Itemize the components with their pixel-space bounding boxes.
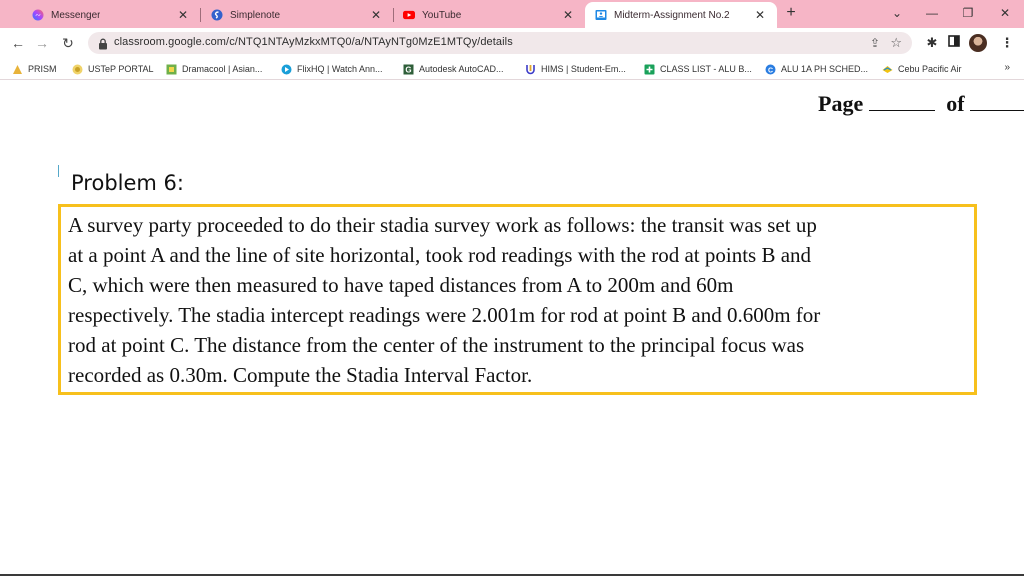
problem-line: rod at point C. The distance from the center of the instrument to the principal focus was bbox=[68, 333, 805, 357]
tab-simplenote[interactable] bbox=[201, 2, 393, 28]
reload-icon[interactable]: ↻ bbox=[62, 35, 74, 51]
ustep-icon bbox=[72, 64, 83, 75]
page-number-blank bbox=[869, 93, 935, 111]
back-arrow-icon[interactable]: ← bbox=[11, 35, 25, 51]
text-cursor bbox=[58, 165, 59, 177]
total-pages-blank bbox=[970, 93, 1024, 111]
new-tab-button[interactable]: + bbox=[786, 4, 796, 21]
bookmark-label: Autodesk AutoCAD... bbox=[419, 64, 504, 74]
page-number-line bbox=[818, 91, 1024, 117]
problem-line: at a point A and the line of site horizontal, took rod readings with the rod at points B and bbox=[68, 243, 812, 267]
close-window-icon[interactable]: ✕ bbox=[999, 6, 1011, 20]
extension-puzzle-icon[interactable]: ✱ bbox=[926, 35, 938, 50]
side-panel-icon[interactable] bbox=[945, 34, 963, 52]
browser-toolbar bbox=[0, 28, 1024, 58]
bookmark-star-icon[interactable]: ☆ bbox=[890, 35, 902, 50]
bookmark-hims[interactable] bbox=[525, 62, 626, 76]
bookmark-prism[interactable] bbox=[12, 62, 57, 76]
bookmark-label: FlixHQ | Watch Ann... bbox=[297, 64, 383, 74]
url-text: classroom.google.com/c/NTQ1NTAyMzkxMTQ0/a/NTAyNTg0MzE1MTQy/details bbox=[114, 36, 513, 48]
bookmark-flixhq[interactable] bbox=[281, 62, 383, 76]
problem-line: C, which were then measured to have taped distances from A to 200m and 60m bbox=[68, 273, 734, 297]
problem-line: recorded as 0.30m. Compute the Stadia Interval Factor. bbox=[68, 363, 533, 387]
tab-title: Messenger bbox=[51, 9, 101, 21]
of-label: of bbox=[946, 91, 965, 116]
simplenote-icon bbox=[211, 9, 223, 21]
kebab-menu-icon[interactable]: ⋮ bbox=[1000, 35, 1014, 50]
tab-search-chevron-icon[interactable]: ⌄ bbox=[891, 6, 903, 20]
prism-icon bbox=[12, 64, 23, 75]
bookmarks-bar bbox=[0, 58, 1024, 80]
bookmark-cebu-pacific[interactable] bbox=[882, 62, 962, 76]
bookmark-label: ALU 1A PH SCHED... bbox=[781, 64, 869, 74]
profile-avatar[interactable] bbox=[969, 34, 987, 52]
tab-title: Midterm-Assignment No.2 bbox=[614, 9, 730, 21]
tab-title: YouTube bbox=[422, 9, 462, 21]
close-tab-icon[interactable]: ✕ bbox=[562, 8, 574, 22]
share-icon[interactable]: ⇪ bbox=[869, 36, 880, 50]
problem-title: Problem 6: bbox=[71, 171, 184, 195]
svg-text:C: C bbox=[767, 66, 774, 74]
close-tab-icon[interactable]: ✕ bbox=[754, 8, 766, 22]
svg-text:G: G bbox=[405, 65, 412, 75]
cebu-pacific-icon bbox=[882, 64, 893, 75]
close-tab-icon[interactable]: ✕ bbox=[370, 8, 382, 22]
messenger-icon bbox=[32, 9, 44, 21]
tab-midterm-assignment[interactable] bbox=[585, 2, 777, 28]
problem-line: A survey party proceeded to do their stadia survey work as follows: the transit was set up bbox=[68, 213, 817, 237]
bookmark-label: PRISM bbox=[28, 64, 57, 74]
autodesk-icon bbox=[403, 64, 414, 75]
document-viewer bbox=[0, 81, 1024, 574]
classlist-icon bbox=[644, 64, 655, 75]
tab-title: Simplenote bbox=[230, 9, 281, 21]
flixhq-icon bbox=[281, 64, 292, 75]
tab-strip bbox=[0, 0, 1024, 28]
problem-statement bbox=[68, 210, 964, 390]
tab-youtube[interactable] bbox=[393, 2, 585, 28]
bookmark-label: USTeP PORTAL bbox=[88, 64, 154, 74]
hims-icon bbox=[525, 64, 536, 75]
problem-line: respectively. The stadia intercept readings were 2.001m for rod at point B and 0.600m for bbox=[68, 303, 821, 327]
restore-window-icon[interactable]: ❐ bbox=[962, 6, 974, 20]
bookmark-ustep-portal[interactable] bbox=[72, 62, 154, 76]
forward-arrow-icon[interactable]: → bbox=[35, 35, 49, 51]
page-label: Page bbox=[818, 91, 864, 116]
bookmark-autodesk[interactable] bbox=[403, 62, 504, 76]
bookmark-dramacool[interactable] bbox=[166, 62, 262, 76]
bookmark-class-list[interactable] bbox=[644, 62, 752, 76]
bookmark-label: Dramacool | Asian... bbox=[182, 64, 263, 74]
bookmark-label: HIMS | Student-Em... bbox=[541, 64, 626, 74]
minimize-window-icon[interactable]: — bbox=[926, 6, 938, 20]
alu-sched-icon bbox=[765, 64, 776, 75]
close-tab-icon[interactable]: ✕ bbox=[177, 8, 189, 22]
bookmark-alu-sched[interactable] bbox=[765, 62, 868, 76]
address-bar[interactable] bbox=[88, 32, 912, 54]
classroom-icon bbox=[595, 9, 607, 21]
more-bookmarks-icon[interactable]: » bbox=[1004, 62, 1010, 73]
problem-highlight-box bbox=[58, 204, 977, 395]
lock-icon bbox=[98, 37, 108, 49]
youtube-icon bbox=[403, 9, 415, 21]
tab-messenger[interactable] bbox=[22, 2, 200, 28]
dramacool-icon bbox=[166, 64, 177, 75]
bookmark-label: CLASS LIST - ALU B... bbox=[660, 64, 752, 74]
bookmark-label: Cebu Pacific Air bbox=[898, 64, 962, 74]
